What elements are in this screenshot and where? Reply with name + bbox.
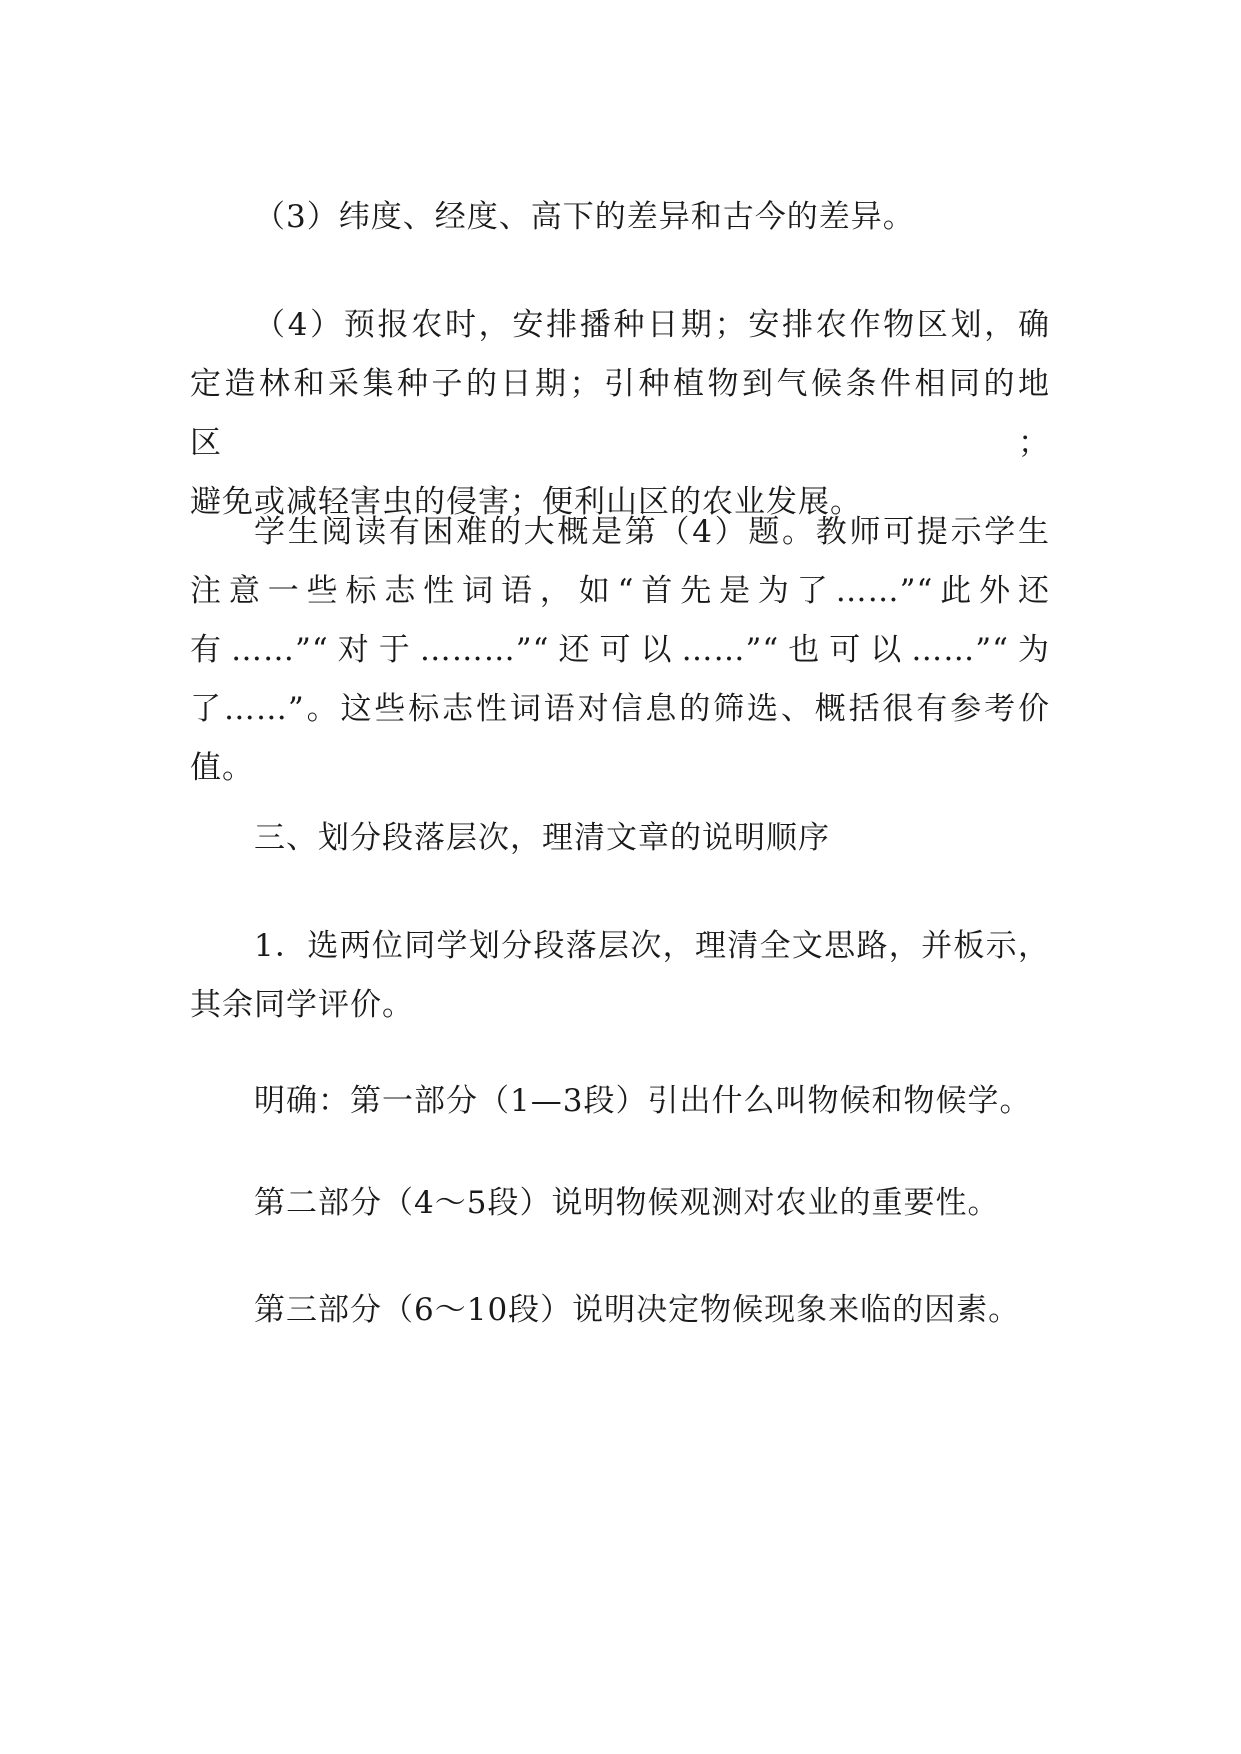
text-line: 明确：第一部分（1—3段）引出什么叫物候和物候学。 [254,1083,1032,1119]
section-heading [190,809,1050,868]
text-line: 其余同学评价。 [190,987,414,1023]
text-line: 定造林和采集种子的日期；引种植物到气候条件相同的地区； [190,366,1050,461]
paragraph-part-two [190,1174,1050,1233]
text-line: 注意一些标志性词语，如“首先是为了……”“此外还 [190,573,1050,609]
text-line: 第三部分（6～10段）说明决定物候现象来临的因素。 [254,1292,1021,1328]
paragraph-part-one [190,1072,1050,1131]
text-line: 1．选两位同学划分段落层次，理清全文思路，并板示， [254,928,1050,964]
paragraph-part-three [190,1281,1050,1340]
text-line: 值。 [190,750,254,786]
text-line: 三、划分段落层次，理清文章的说明顺序 [254,820,830,856]
text-line: 有……”“对于………”“还可以……”“也可以……”“为 [190,632,1050,668]
text-line: 了……”。这些标志性词语对信息的筛选、概括很有参考价 [190,691,1050,727]
text-line: （4）预报农时，安排播种日期；安排农作物区划，确 [254,307,1050,343]
paragraph-teaching-hint [190,503,1050,798]
text-line: （3）纬度、经度、高下的差异和古今的差异。 [254,199,915,235]
paragraph-phenology-uses [190,296,1050,532]
text-line: 第二部分（4～5段）说明物候观测对农业的重要性。 [254,1185,1000,1221]
text-line: 避免或减轻害虫的侵害；便利山区的农业发展。 [190,484,862,520]
paragraph-factors-differences [190,188,1050,247]
text-line: 学生阅读有困难的大概是第（4）题。教师可提示学生 [254,514,1050,550]
paragraph-task-1 [190,917,1050,1035]
